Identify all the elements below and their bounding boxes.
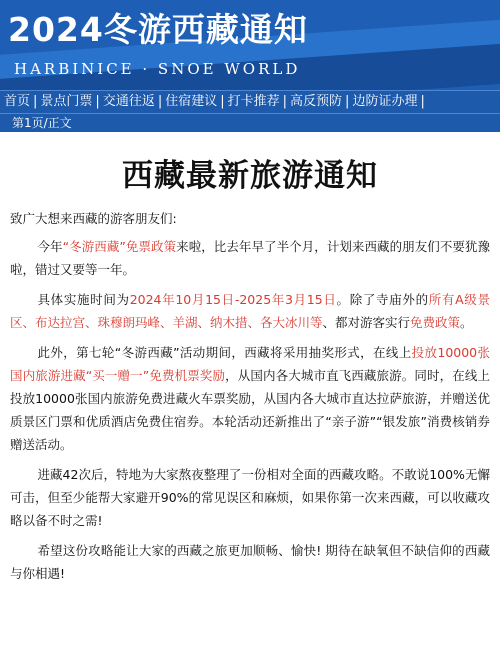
header-subtitle: HARBINICE · SNOE WORLD	[14, 60, 301, 78]
nav-separator: |	[282, 94, 288, 109]
page-header	[0, 0, 500, 90]
text: 今年	[37, 239, 63, 254]
text: 。	[460, 315, 473, 330]
main-nav	[0, 90, 500, 113]
highlight-free-policy: 免费政策	[410, 315, 461, 330]
text: ，从国内各大城市直飞西藏旅游。同时，在线上投放10000张国内旅游免费进藏火车票奖励，从国内各大城市直达拉萨旅游，并赠送优质景区门票和优质酒店免费住宿券。本轮活动还新推出了“亲子游”“银发旅”消费核销券赠送活动。	[10, 368, 490, 452]
nav-separator: |	[33, 94, 38, 109]
article-greeting: 致广大想来西藏的游客朋友们:	[10, 211, 177, 226]
highlight-attractions: 所有A级景区、布达拉宫、珠穆朗玛峰、羊湖、纳木措、各大冰川等	[10, 292, 490, 330]
text: 。除了寺庙外的	[336, 292, 429, 307]
article	[0, 150, 500, 585]
breadcrumb: 第1页/正文	[0, 113, 500, 132]
nav-item-border-permit[interactable]: 边防证办理	[352, 94, 418, 109]
highlight-text: “冬游西藏”免票政策	[62, 239, 177, 254]
header-title: 2024冬游西藏通知	[8, 10, 308, 49]
article-paragraph-2	[10, 288, 490, 334]
text: 具体实施时间为	[37, 292, 130, 307]
nav-item-altitude[interactable]: 高反预防	[290, 94, 343, 109]
text: 来啦，比去年早了半个月，计划来西藏的朋友们不要犹豫啦，错过又要等一年。	[10, 239, 490, 277]
highlight-date: 2024年10月15日-2025年3月15日	[129, 292, 337, 307]
text: 此外，第七轮“冬游西藏”活动期间，西藏将采用抽奖形式，在线上	[37, 345, 412, 360]
text: 、都对游客实行	[322, 315, 411, 330]
nav-separator: |	[420, 94, 425, 109]
nav-item-checkin[interactable]: 打卡推荐	[227, 94, 280, 109]
article-paragraph-4: 进藏42次后，特地为大家熬夜整理了一份相对全面的西藏攻略。不敢说100%无懈可击，但至少能帮大家避开90%的常见误区和麻烦，如果你第一次来西藏，可以收藏攻略以备不时之需!	[10, 467, 490, 528]
page-title: 西藏最新旅游通知	[122, 158, 378, 194]
article-paragraph-5: 希望这份攻略能让大家的西藏之旅更加顺畅、愉快! 期待在缺氧但不缺信仰的西藏与你相遇!	[10, 543, 490, 581]
highlight-ticket-reward: 投放10000张国内旅游进藏“买一赠一”免费机票奖励	[10, 345, 491, 383]
nav-item-home[interactable]: 首页	[4, 94, 31, 109]
article-paragraph-1	[10, 235, 490, 281]
nav-separator: |	[157, 94, 163, 109]
article-paragraph-3	[10, 341, 490, 456]
nav-item-tickets[interactable]: 景点门票	[40, 94, 93, 109]
nav-separator: |	[220, 94, 225, 109]
nav-item-lodging[interactable]: 住宿建议	[165, 94, 218, 109]
nav-separator: |	[95, 94, 100, 109]
nav-item-transport[interactable]: 交通往返	[102, 94, 155, 109]
nav-separator: |	[345, 94, 350, 109]
